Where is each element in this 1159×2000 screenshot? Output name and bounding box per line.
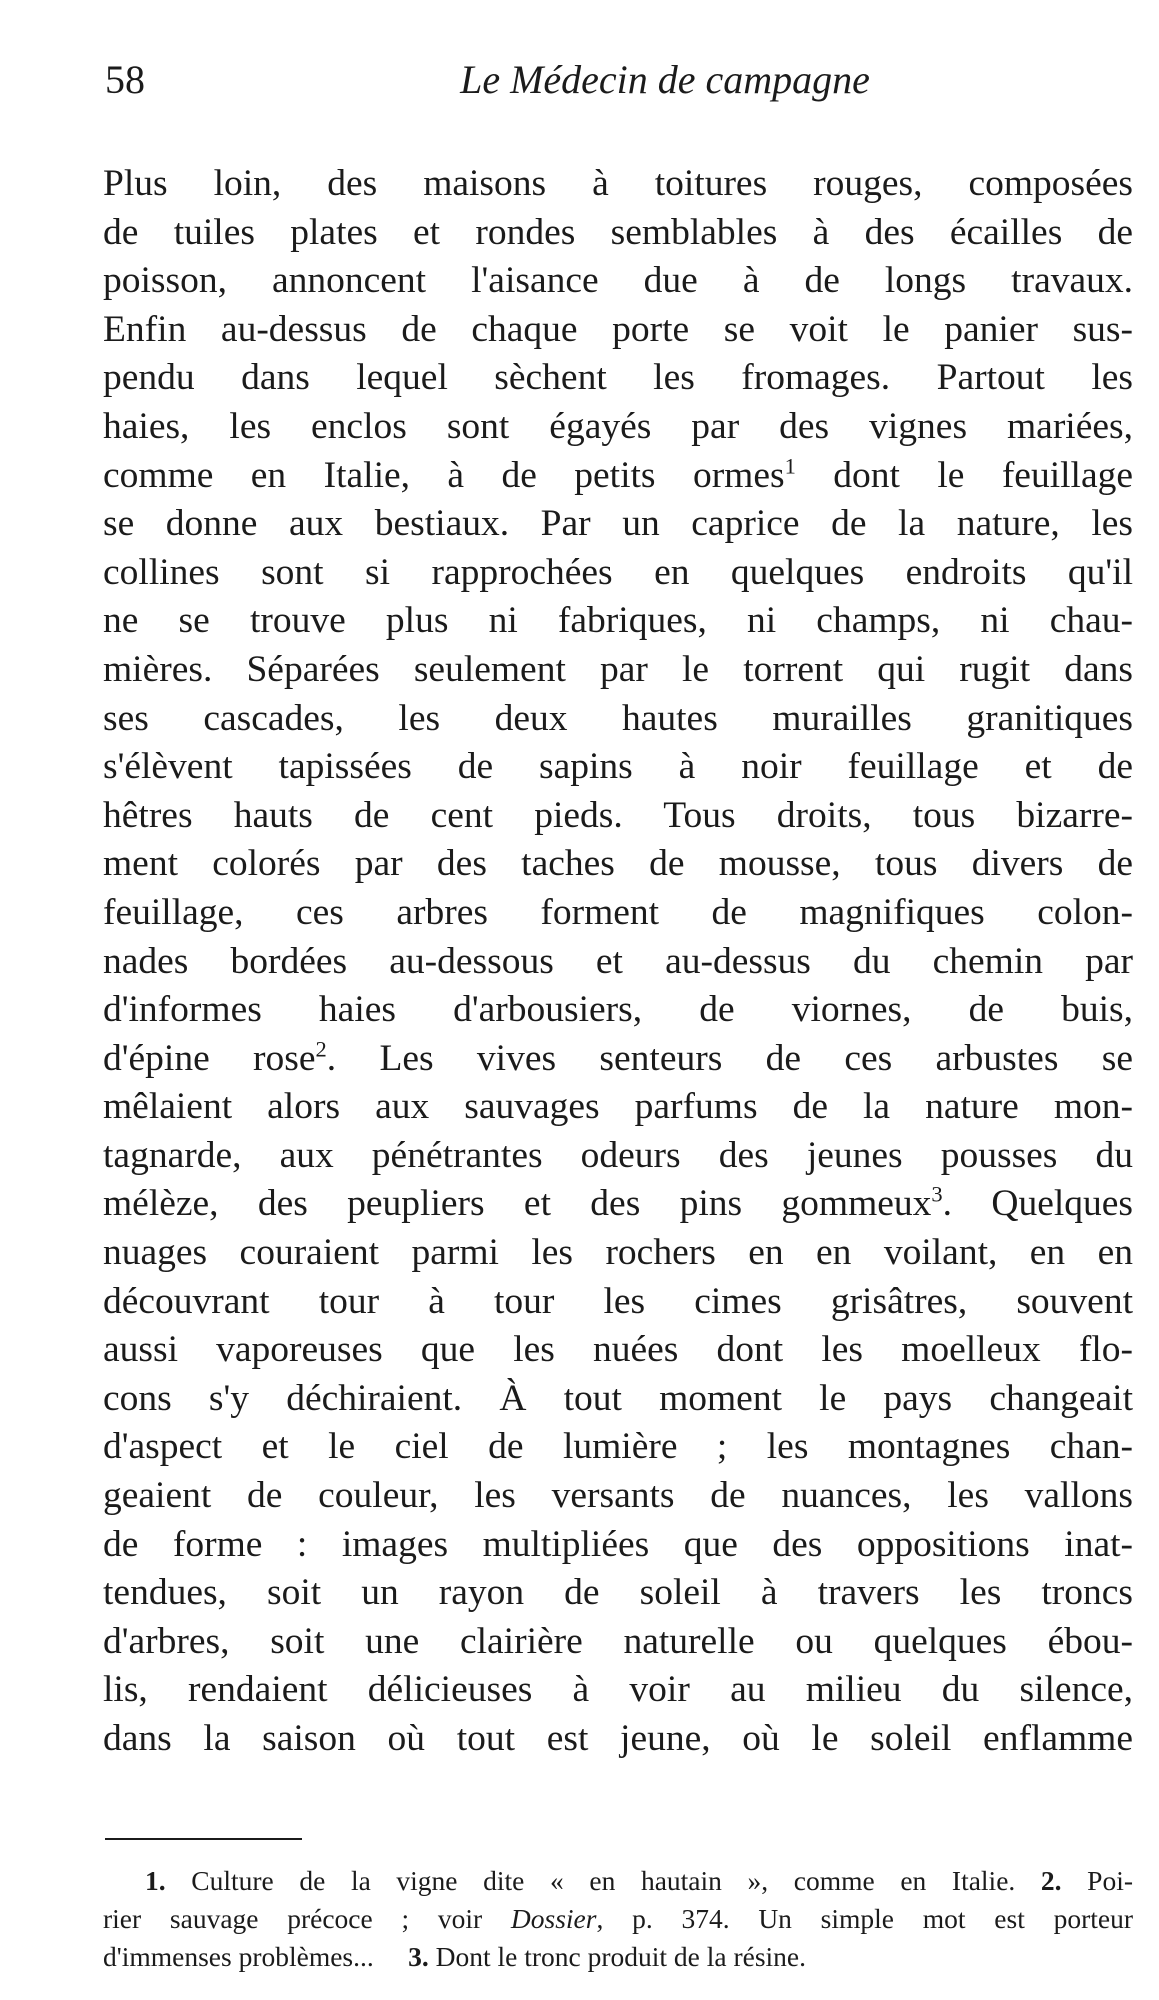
text-line: lis, rendaient délicieuses à voir au milieu du silence, xyxy=(103,1669,1133,1711)
text-line: hêtres hauts de cent pieds. Tous droits, tous bizarre- xyxy=(103,794,1133,836)
footnote-text-2: , p. 374. Un simple mot est porteur xyxy=(596,1903,1133,1934)
text-line: dans la saison où tout est jeune, où le soleil enflamme xyxy=(103,1718,1133,1759)
text-segment: . Les vives senteurs de ces arbustes se xyxy=(326,1037,1133,1079)
footnote-text-2: d'immenses problèmes... xyxy=(103,1941,374,1972)
footnote-dossier-ref: Dossier xyxy=(510,1903,597,1934)
footnote-text-2: Poi- xyxy=(1087,1865,1133,1896)
running-title: Le Médecin de campagne xyxy=(460,57,870,102)
text-line: tagnarde, aux pénétrantes odeurs des jeunes pousses du xyxy=(103,1134,1133,1176)
text-line: ses cascades, les deux hautes murailles granitiques xyxy=(103,697,1133,739)
text-line: Plus loin, des maisons à toitures rouges, composées xyxy=(103,163,1133,204)
text-line: s'élèvent tapissées de sapins à noir feuillage et de xyxy=(103,746,1133,788)
text-line xyxy=(103,452,1133,501)
page-header xyxy=(105,50,1130,110)
text-line: se donne aux bestiaux. Par un caprice de la nature, les xyxy=(103,503,1133,545)
text-segment: comme en Italie, à de petits ormes xyxy=(103,454,785,496)
footnote-number-3: 3. xyxy=(408,1941,429,1972)
footnote-line xyxy=(103,1938,1133,1976)
text-line: geaient de couleur, les versants de nuances, les vallons xyxy=(103,1475,1133,1517)
text-segment: mélèze, des peupliers et des pins gommeux xyxy=(103,1183,932,1225)
body-text xyxy=(103,160,1133,1764)
text-line: haies, les enclos sont égayés par des vignes mariées, xyxy=(103,405,1133,447)
text-line: collines sont si rapprochées en quelques endroits qu'il xyxy=(103,551,1133,593)
text-line: feuillage, ces arbres forment de magnifiques colon- xyxy=(103,891,1133,933)
footnote-line xyxy=(103,1862,1133,1900)
text-line: d'informes haies d'arbousiers, de viornes, de buis, xyxy=(103,989,1133,1031)
footnote-mark-2: 2 xyxy=(315,1036,327,1062)
text-segment: . Quelques xyxy=(942,1183,1133,1225)
text-line: Enfin au-dessus de chaque porte se voit le panier sus- xyxy=(103,308,1133,350)
text-line: cons s'y déchiraient. À tout moment le pays changeait xyxy=(103,1377,1133,1419)
page-number: 58 xyxy=(105,57,145,102)
text-line: d'aspect et le ciel de lumière ; les montagnes chan- xyxy=(103,1426,1133,1468)
footnote-number-1: 1. xyxy=(145,1865,166,1896)
text-line: aussi vaporeuses que les nuées dont les moelleux flo- xyxy=(103,1329,1133,1371)
text-line: nades bordées au-dessous et au-dessus du chemin par xyxy=(103,940,1133,982)
text-line: nuages couraient parmi les rochers en en voilant, en en xyxy=(103,1232,1133,1274)
text-segment: dont le feuillage xyxy=(833,454,1134,496)
text-line: mêlaient alors aux sauvages parfums de la nature mon- xyxy=(103,1086,1133,1128)
footnote-mark-1: 1 xyxy=(784,453,796,479)
footnote-text-2: rier sauvage précoce ; voir xyxy=(103,1903,483,1934)
footnote-mark-3: 3 xyxy=(931,1181,943,1207)
text-line: mières. Séparées seulement par le torrent qui rugit dans xyxy=(103,648,1133,690)
text-line: découvrant tour à tour les cimes grisâtres, souvent xyxy=(103,1280,1133,1322)
footnotes xyxy=(103,1862,1133,1976)
footnote-text-3: Dont le tronc produit de la résine. xyxy=(435,1941,807,1972)
text-line: poisson, annoncent l'aisance due à de longs travaux. xyxy=(103,260,1133,302)
text-line xyxy=(103,1035,1133,1084)
footnote-line xyxy=(103,1900,1133,1938)
text-line: de forme : images multipliées que des oppositions inat- xyxy=(103,1523,1133,1565)
text-line xyxy=(103,1180,1133,1229)
text-line: pendu dans lequel sèchent les fromages. Partout les xyxy=(103,357,1133,399)
text-line: ne se trouve plus ni fabriques, ni champs, ni chau- xyxy=(103,600,1133,642)
footnote-number-2: 2. xyxy=(1040,1865,1062,1896)
footnote-divider xyxy=(105,1838,302,1840)
text-segment: d'épine rose xyxy=(103,1037,316,1079)
text-line: tendues, soit un rayon de soleil à travers les troncs xyxy=(103,1572,1133,1614)
footnote-text-1: Culture de la vigne dite « en hautain », comme en Italie. xyxy=(191,1865,1016,1896)
text-line: ment colorés par des taches de mousse, tous divers de xyxy=(103,843,1133,885)
text-line: de tuiles plates et rondes semblables à des écailles de xyxy=(103,211,1133,253)
text-line: d'arbres, soit une clairière naturelle ou quelques ébou- xyxy=(103,1620,1133,1662)
